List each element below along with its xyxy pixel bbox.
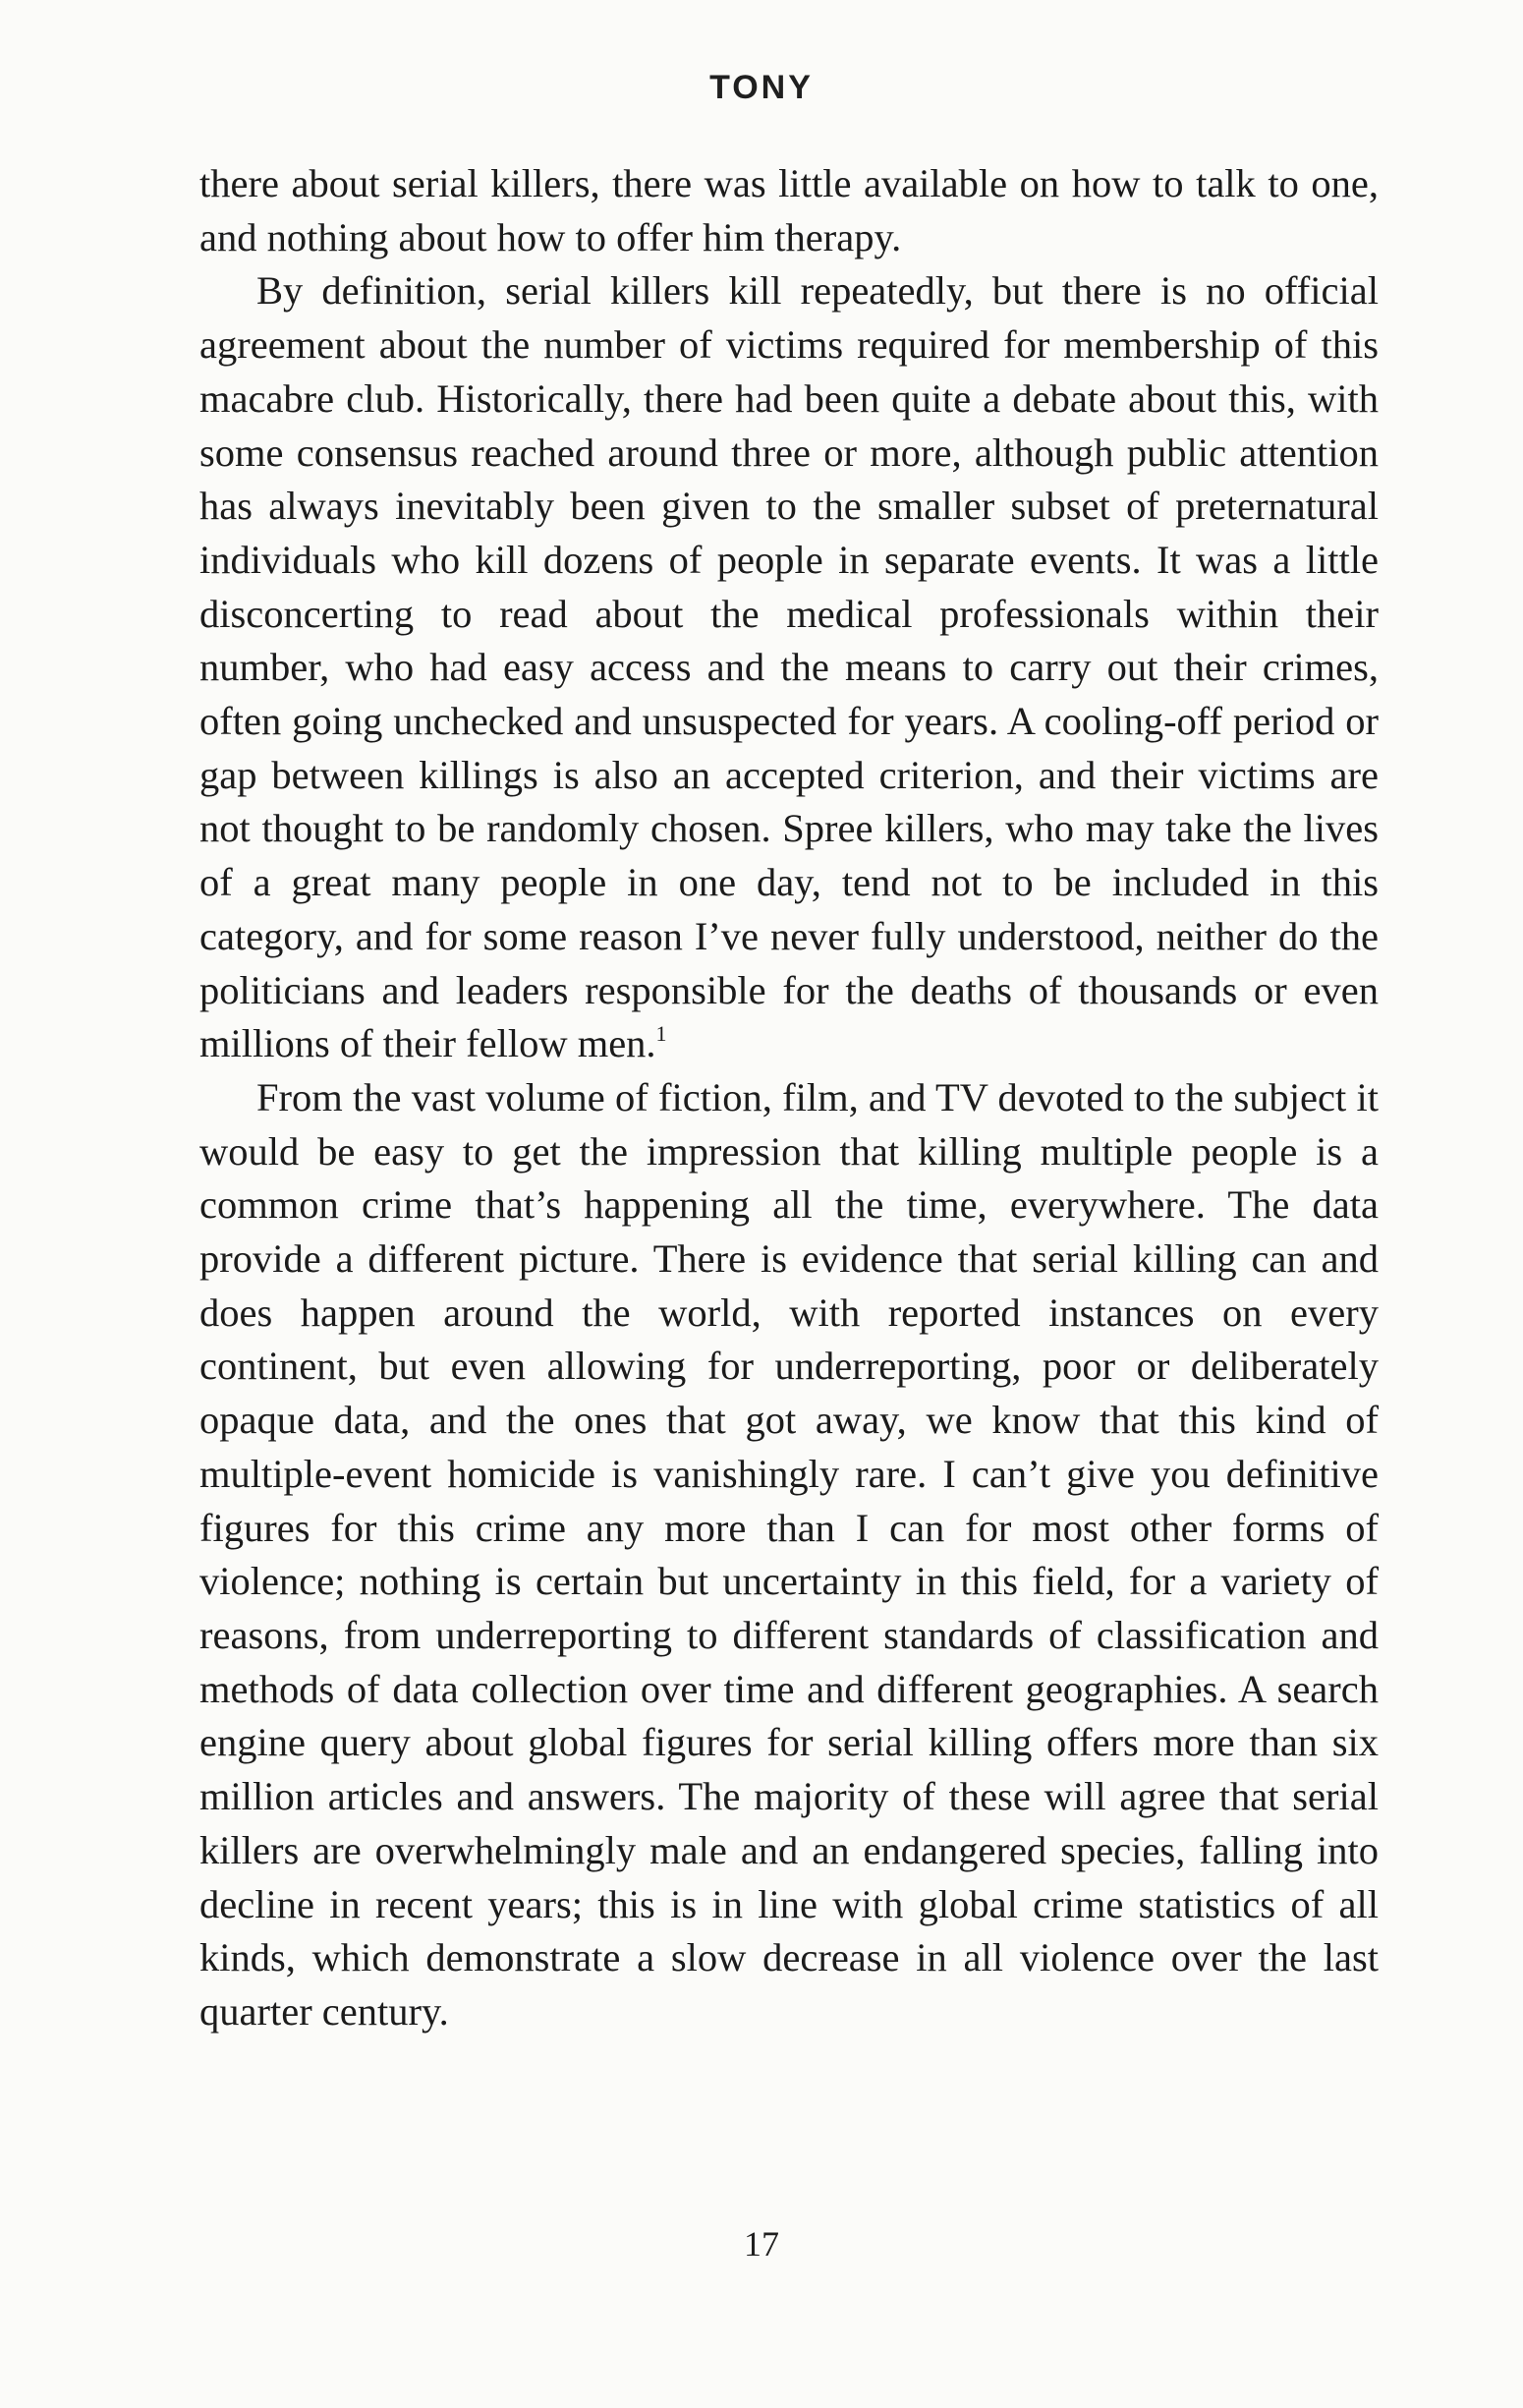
body-text <box>199 157 1379 2039</box>
paragraph-1 <box>199 157 1379 264</box>
paragraph-1-text: there about serial killers, there was little available on how to talk to one, and nothing about how to offer him therapy. <box>199 161 1379 259</box>
paragraph-3-text: From the vast volume of fiction, film, and TV devoted to the subject it would be easy to get the impression that killing multiple people is a common crime that’s happening all the time, everywhere. The data provide a different picture. There is evidence that serial killing can and does happen around the world, with reported instances on every continent, but even allowing for underreporting, poor or deliberately opaque data, and the ones that got away, we know that this kind of multiple-event homicide is vanishingly rare. I can’t give you definitive figures for this crime any more than I can for most other forms of violence; nothing is certain but uncertainty in this field, for a variety of reasons, from underreporting to different standards of classification and methods of data collection over time and different geographies. A search engine query about global figures for serial killing offers more than six million articles and answers. The majority of these will agree that serial killers are overwhelmingly male and an endangered species, falling into decline in recent years; this is in line with global crime statistics of all kinds, which demonstrate a slow decrease in all violence over the last quarter century. <box>199 1074 1379 2034</box>
paragraph-2-text: By definition, serial killers kill repeatedly, but there is no official agreement about the number of victims required for membership of this macabre club. Historically, there had been quite a debate about this, with some consensus reached around three or more, although public attention has always inevitably been given to the smaller subset of preternatural individuals who kill dozens of people in separate events. It was a little disconcerting to read about the medical professionals within their number, who had easy access and the means to carry out their crimes, often going unchecked and unsuspected for years. A cooling-off period or gap between killings is also an accepted criterion, and their victims are not thought to be randomly chosen. Spree killers, who may take the lives of a great many people in one day, tend not to be included in this category, and for some reason I’ve never fully understood, neither do the politicians and leaders responsible for the deaths of thousands or even millions of their fellow men. <box>199 268 1379 1066</box>
paragraph-3 <box>199 1071 1379 2039</box>
running-head: TONY <box>709 69 814 106</box>
paragraph-2 <box>199 264 1379 1071</box>
footnote-marker: 1 <box>655 1020 667 1046</box>
page-number: 17 <box>744 2224 779 2264</box>
